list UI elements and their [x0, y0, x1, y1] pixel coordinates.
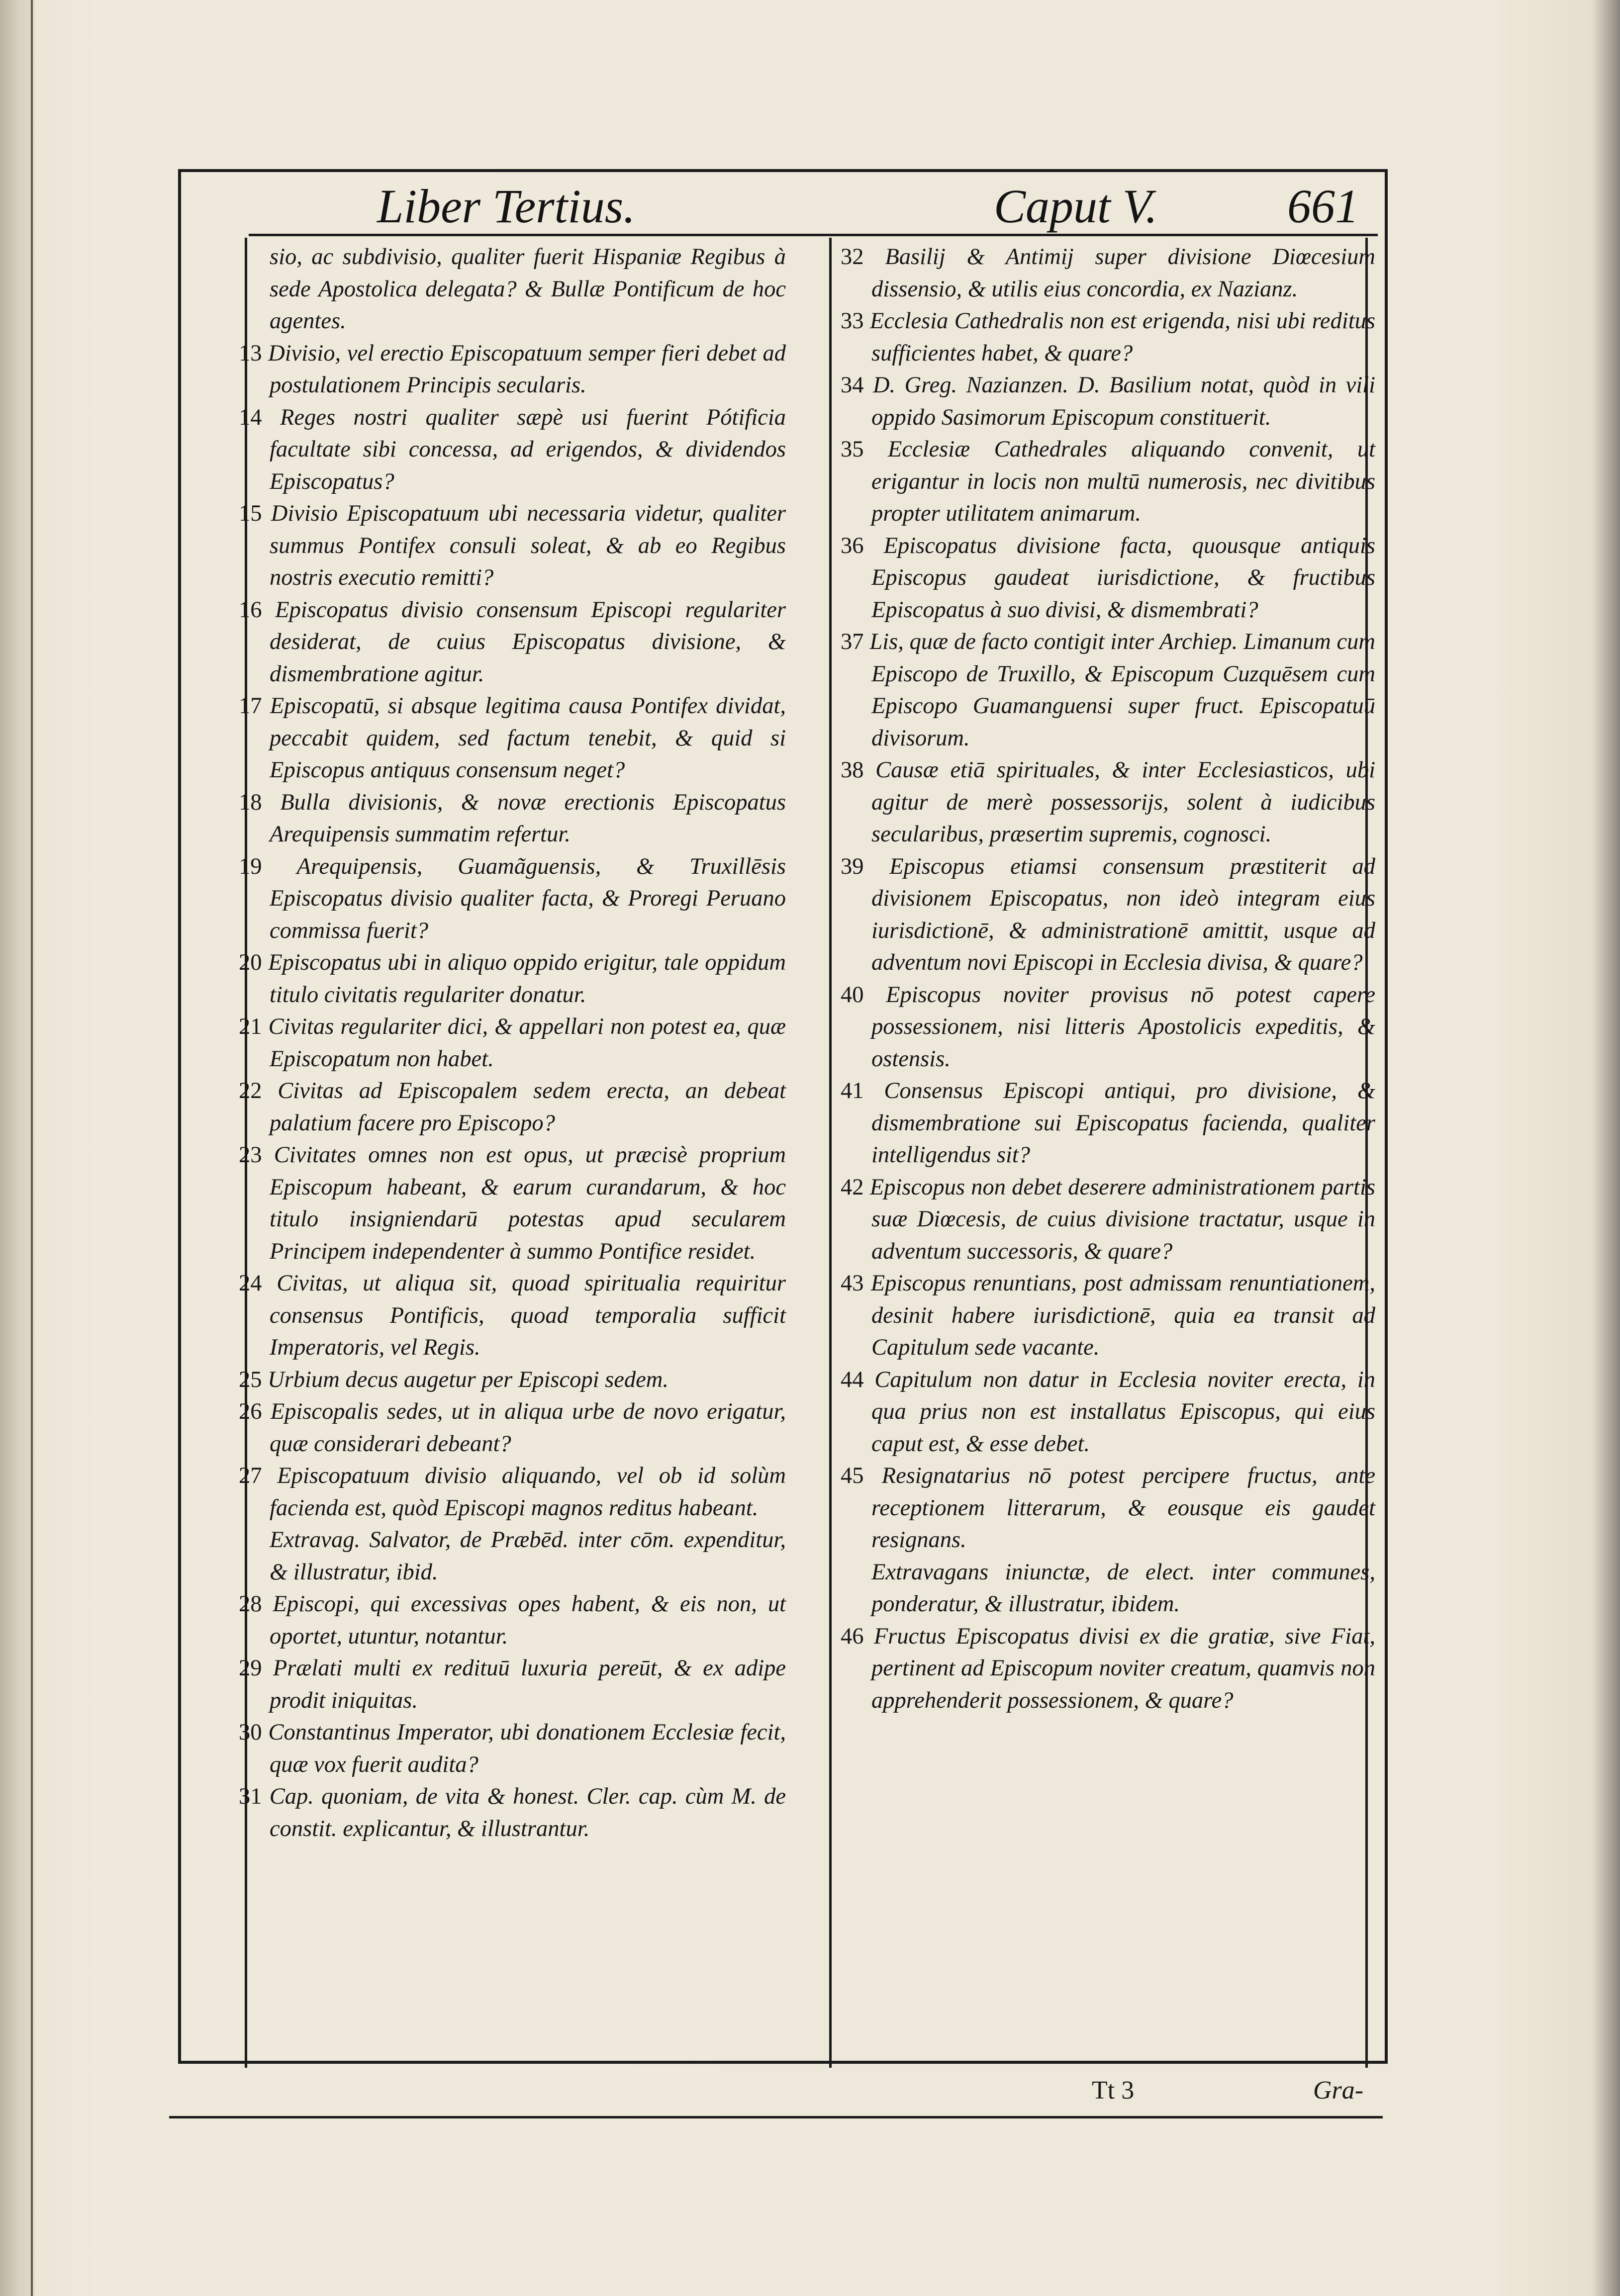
entry-number: 21 — [239, 1014, 262, 1039]
index-entry — [841, 530, 1375, 627]
bottom-rule — [169, 2116, 1383, 2118]
previous-page-edge — [0, 0, 35, 2296]
entry-text: Episcopus etiamsi consensum præstiterit ad divisionem Episcopatus, non ideò integram eius iurisdictionē, & administrationē amittit, usque ad adventum novi Episcopi in Ecclesia divisa, & quare? — [871, 853, 1375, 975]
entry-text: Basilij & Antimij super divisione Diœcesium dissensio, & utilis eius concordia, ex Nazianz. — [871, 244, 1375, 302]
index-entry — [841, 1621, 1375, 1717]
entry-text: Episcopalis sedes, ut in aliqua urbe de novo erigatur, quæ considerari debeant? — [270, 1399, 786, 1457]
index-entry — [239, 690, 786, 787]
entry-number: 19 — [239, 853, 262, 879]
entry-number: 39 — [841, 853, 864, 879]
entry-number: 33 — [841, 308, 864, 334]
index-entry — [841, 305, 1375, 369]
entry-text: Episcopus noviter provisus nō potest capere possessionem, nisi litteris Apostolicis expeditis, & ostensis. — [871, 982, 1376, 1072]
entry-number: 18 — [239, 789, 262, 815]
entry-text: Causæ etiā spirituales, & inter Ecclesiasticos, ubi agitur de merè possessorijs, solent à iudicibus secularibus, præsertim supremis, cognosci. — [871, 757, 1375, 847]
entry-text: Episcopatū, si absque legitima causa Pontifex dividat, peccabit quidem, sed factum tenebit, & quid si Episcopus antiquus consensum neget? — [270, 693, 786, 783]
index-entry — [239, 241, 786, 338]
entry-text: Episcopus non debet deserere administrationem partis suæ Diœcesis, de cuius divisione tractatur, usque in adventum successoris, & quare? — [869, 1174, 1375, 1264]
entry-number: 22 — [239, 1078, 262, 1103]
entry-number: 25 — [239, 1367, 262, 1392]
running-head-chapter: Caput V. — [994, 180, 1157, 233]
entry-text: Civitas, ut aliqua sit, quoad spiritualia requiritur consensus Pontificis, quoad temporalia sufficit Imperatoris, vel Regis. — [270, 1271, 786, 1360]
index-entry — [841, 369, 1375, 434]
entry-text: D. Greg. Nazianzen. D. Basilium notat, quòd in vili oppido Sasimorum Episcopum constituerit. — [871, 372, 1376, 430]
entry-number: 42 — [841, 1174, 864, 1200]
entry-number: 36 — [841, 533, 864, 558]
head-rule — [249, 234, 1378, 236]
entry-text: Reges nostri qualiter sæpè usi fuerint Pótificia facultate sibi concessa, ad erigendos, & dividendos Episcopatus? — [270, 404, 786, 494]
entry-text: Lis, quæ de facto contigit inter Archiep. Limanum cum Episcopo de Truxillo, & Episcopum Cuzquēsem cum Episcopo Guamanguensi super fruct. Episcopatuū divisorum. — [869, 629, 1375, 751]
index-column-left — [239, 241, 786, 1845]
entry-number: 46 — [841, 1623, 864, 1649]
catchword: Gra- — [1313, 2076, 1364, 2105]
index-entry — [239, 1396, 786, 1460]
index-entry — [841, 241, 1375, 305]
entry-text: Episcopatuum divisio aliquando, vel ob id solùm facienda est, quòd Episcopi magnos reditus habeant. — [270, 1463, 786, 1521]
signature-mark: Tt 3 — [1092, 2076, 1135, 2105]
entry-number: 32 — [841, 244, 864, 270]
index-entry — [239, 1524, 786, 1588]
entry-text: Episcopatus divisione facta, quousque antiquis Episcopus gaudeat iurisdictione, & fructibus Episcopatus à suo divisi, & dismembrati? — [871, 533, 1375, 623]
index-entry — [239, 1268, 786, 1364]
index-entry — [239, 338, 786, 402]
index-entry — [841, 1364, 1375, 1461]
entry-text: sio, ac subdivisio, qualiter fuerit Hispaniæ Regibus à sede Apostolica delegata? & Bullæ Pontificum de hoc agentes. — [270, 244, 786, 334]
entry-text: Ecclesia Cathedralis non est erigenda, nisi ubi reditus sufficientes habet, & quare? — [869, 308, 1376, 366]
entry-text: Extravag. Salvator, de Præbēd. inter cōm. expenditur, & illustratur, ibid. — [270, 1527, 786, 1585]
entry-number: 31 — [239, 1784, 262, 1809]
index-entry — [239, 851, 786, 947]
entry-text: Episcopatus divisio consensum Episcopi regulariter desiderat, de cuius Episcopatus divisione, & dismembratione agitur. — [270, 597, 786, 687]
entry-number: 38 — [841, 757, 864, 783]
index-column-right — [841, 241, 1375, 1717]
entry-number: 20 — [239, 950, 262, 975]
index-entry — [841, 1460, 1375, 1557]
index-entry — [239, 1075, 786, 1139]
entry-text: Civitas regulariter dici, & appellari non potest ea, quæ Episcopatum non habet. — [268, 1014, 786, 1072]
entry-number: 28 — [239, 1591, 262, 1617]
index-entry — [841, 626, 1375, 754]
entry-number: 27 — [239, 1463, 262, 1488]
entry-text: Civitas ad Episcopalem sedem erecta, an debeat palatium facere pro Episcopo? — [270, 1078, 786, 1136]
entry-number: 15 — [239, 501, 262, 526]
index-entry — [239, 787, 786, 851]
previous-page-frame-line — [31, 0, 33, 2296]
entry-number: 45 — [841, 1463, 864, 1488]
folio-number: 661 — [1287, 180, 1359, 233]
entry-text: Constantinus Imperator, ubi donationem Ecclesiæ fecit, quæ vox fuerit audita? — [268, 1720, 786, 1777]
entry-number: 43 — [841, 1271, 864, 1296]
index-entry — [239, 498, 786, 594]
entry-text: Cap. quoniam, de vita & honest. Cler. cap. cùm M. de constit. explicantur, & illustrantur. — [269, 1784, 786, 1841]
entry-text: Consensus Episcopi antiqui, pro divisione, & dismembratione sui Episcopatus facienda, qualiter intelligendus sit? — [871, 1078, 1376, 1168]
index-entry — [239, 1011, 786, 1075]
entry-text: Fructus Episcopatus divisi ex die gratiæ, sive Fiat, pertinent ad Episcopum noviter creatum, quamvis non apprehenderit possessionem, & quare? — [871, 1623, 1375, 1713]
entry-number: 16 — [239, 597, 262, 623]
index-entry — [841, 1268, 1375, 1364]
entry-number: 35 — [841, 437, 864, 462]
index-entry — [239, 1717, 786, 1781]
running-head — [178, 177, 1388, 241]
entry-number: 40 — [841, 982, 864, 1008]
entry-number: 44 — [841, 1367, 864, 1392]
entry-number: 24 — [239, 1271, 262, 1296]
entry-number: 30 — [239, 1720, 262, 1745]
entry-text: Arequipensis, Guamãguensis, & Truxillēsis Episcopatus divisio qualiter facta, & Proregi Peruano commissa fuerit? — [270, 853, 786, 943]
index-entry — [841, 1075, 1375, 1172]
entry-number: 29 — [239, 1655, 262, 1681]
entry-number: 34 — [841, 372, 864, 398]
index-entry — [239, 402, 786, 498]
entry-text: Extravagans iniunctæ, de elect. inter communes, ponderatur, & illustratur, ibidem. — [871, 1559, 1375, 1617]
index-entry — [841, 1557, 1375, 1621]
running-head-book: Liber Tertius. — [377, 180, 636, 233]
entry-number: 23 — [239, 1142, 262, 1168]
entry-text: Capitulum non datur in Ecclesia noviter erecta, in qua prius non est installatus Episcopus, qui eius caput est, & esse debet. — [871, 1367, 1375, 1457]
index-entry — [841, 1172, 1375, 1268]
index-entry — [841, 851, 1375, 979]
entry-text: Divisio, vel erectio Episcopatuum semper fieri debet ad postulationem Principis secularis. — [268, 340, 786, 398]
index-entry — [239, 1139, 786, 1268]
entry-text: Episcopi, qui excessivas opes habent, & eis non, ut oportet, utuntur, notantur. — [270, 1591, 786, 1649]
entry-number: 41 — [841, 1078, 864, 1103]
index-entry — [239, 1588, 786, 1653]
entry-text: Episcopus renuntians, post admissam renuntiationem, desinit habere iurisdictionē, quia ea transit ad Capitulum sede vacante. — [870, 1271, 1376, 1360]
index-entry — [239, 594, 786, 691]
entry-text: Prælati multi ex redituū luxuria pereūt, & ex adipe prodit iniquitas. — [270, 1655, 786, 1713]
index-entry — [239, 1653, 786, 1717]
index-entry — [841, 979, 1375, 1076]
index-entry — [239, 1781, 786, 1845]
entry-number: 14 — [239, 404, 262, 430]
entry-text: Civitates omnes non est opus, ut præcisè proprium Episcopum habeant, & earum curandarum, & hoc titulo insigniendarū potestas apud secularem Principem independenter à summo Pontifice residet. — [270, 1142, 786, 1264]
index-entry — [841, 754, 1375, 851]
index-entry — [239, 1460, 786, 1524]
index-entry — [239, 947, 786, 1011]
entry-number: 26 — [239, 1399, 262, 1424]
entry-text: Ecclesiæ Cathedrales aliquando convenit, ut erigantur in locis non multū numerosis, nec divitibus propter utilitatem animarum. — [871, 437, 1375, 526]
entry-number: 17 — [239, 693, 262, 719]
index-entry — [841, 434, 1375, 530]
entry-text: Resignatarius nō potest percipere fructus, ante receptionem litterarum, & eousque eis gaudet resignans. — [871, 1463, 1375, 1553]
entry-text: Bulla divisionis, & novæ erectionis Episcopatus Arequipensis summatim refertur. — [270, 789, 786, 847]
entry-number: 13 — [239, 340, 262, 366]
index-entry — [239, 1364, 786, 1396]
entry-text: Divisio Episcopatuum ubi necessaria videtur, qualiter summus Pontifex consuli soleat, & ab eo Regibus nostris executio remitti? — [270, 501, 786, 590]
entry-text: Episcopatus ubi in aliquo oppido erigitur, tale oppidum titulo civitatis regulariter donatur. — [268, 950, 786, 1008]
entry-text: Urbium decus augetur per Episcopi sedem. — [268, 1367, 668, 1392]
entry-number: 37 — [841, 629, 864, 654]
